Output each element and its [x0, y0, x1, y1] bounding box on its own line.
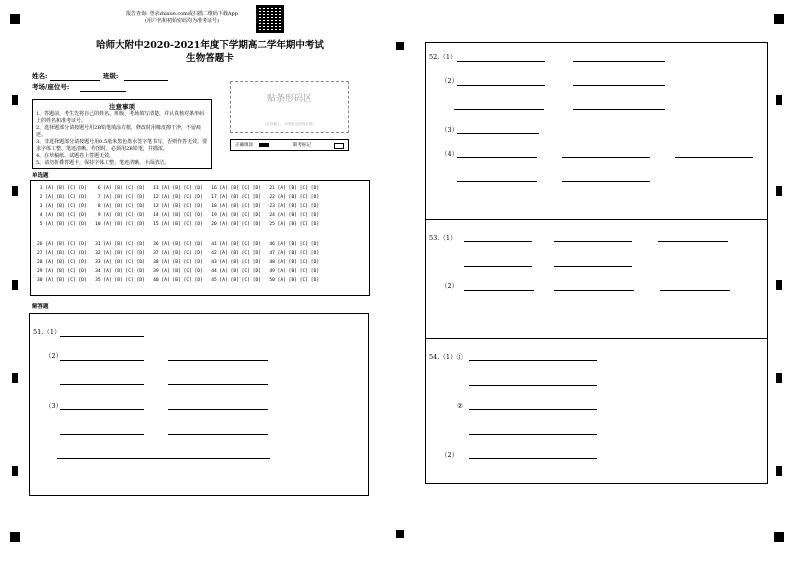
side-mark	[776, 95, 782, 105]
q54-part1b-answer[interactable]	[469, 434, 597, 435]
q54-part1b-answer[interactable]	[469, 409, 597, 410]
mc-section-label: 单选题	[32, 173, 49, 179]
q51-part2-answer[interactable]	[168, 384, 268, 385]
q51-part3-answer[interactable]	[60, 434, 144, 435]
side-mark	[776, 466, 782, 476]
mc-row[interactable]: 4 [A] [B] [C] [D] 9 [A] [B] [C] [D] 14 [A] [B] [C] [D] 19 [A] [B] [C] [D] 24 [A] [B] [C] [D]	[37, 213, 320, 218]
q53-part2-answer[interactable]	[464, 290, 534, 291]
q53-part2-answer[interactable]	[660, 290, 730, 291]
mc-row[interactable]: 30 [A] [B] [C] [D] 35 [A] [B] [C] [D] 40 [A] [B] [C] [D] 45 [A] [B] [C] [D] 50 [A] [B] [C] [D]	[37, 278, 320, 283]
q53-part1-answer[interactable]	[658, 241, 728, 242]
q51-part3-answer[interactable]	[57, 458, 270, 459]
q52-part4-answer[interactable]	[457, 181, 537, 182]
center-mark	[396, 530, 404, 538]
exam-title: 哈师大附中2020-2021年度下学期高二学年期中考试	[96, 40, 324, 51]
q52-part2-answer[interactable]	[454, 109, 544, 110]
notice-item: 3、非选择题部分请按题号用0.5毫米黑色墨水签字笔书写，否则作答无效。要求字体工整、笔迹清晰。作图时，必须用2B铅笔，并描浓。	[36, 139, 208, 152]
mc-grid	[30, 180, 370, 296]
q54-part1b-label: ②	[457, 402, 463, 410]
absent-box-checkbox[interactable]	[334, 143, 344, 149]
corner-mark-tl	[10, 14, 20, 24]
mc-row[interactable]: 27 [A] [B] [C] [D] 32 [A] [B] [C] [D] 37 [A] [B] [C] [D] 42 [A] [B] [C] [D] 47 [A] [B] [C] [D]	[37, 251, 320, 256]
q53-part1-answer[interactable]	[464, 266, 532, 267]
notice-item: 4、在草稿纸、试题卷上答题无效。	[36, 153, 115, 159]
q52-part4-label: （4）	[441, 150, 459, 158]
exam-subtitle: 生物答题卡	[186, 53, 234, 64]
seat-label: 考场/座位号:	[32, 83, 70, 91]
q51-box	[29, 313, 369, 496]
class-label: 班级:	[103, 72, 119, 80]
qr-code-icon	[257, 6, 283, 32]
q51-part2-label: （2）	[45, 352, 63, 360]
q52-part2-answer[interactable]	[573, 85, 665, 86]
name-label: 姓名:	[32, 72, 48, 80]
class-field[interactable]	[124, 80, 168, 81]
mc-row[interactable]: 3 [A] [B] [C] [D] 8 [A] [B] [C] [D] 13 [A] [B] [C] [D] 18 [A] [B] [C] [D] 23 [A] [B] [C] [D]	[37, 204, 320, 209]
name-field[interactable]	[50, 80, 100, 81]
corner-mark-tr	[774, 14, 784, 24]
side-mark	[776, 373, 782, 383]
q52-part1-answer[interactable]	[457, 61, 545, 62]
absent-mark-label: 缺考标记	[293, 143, 311, 148]
q53-part2-label: （2）	[441, 282, 459, 290]
q52-part2-answer[interactable]	[457, 85, 545, 86]
q51-part1-answer[interactable]	[60, 336, 144, 337]
mc-row[interactable]: 28 [A] [B] [C] [D] 33 [A] [B] [C] [D] 38 [A] [B] [C] [D] 43 [A] [B] [C] [D] 48 [A] [B] [C] [D]	[37, 260, 320, 265]
q52-part4-answer[interactable]	[675, 157, 753, 158]
notice-box	[32, 99, 212, 169]
notice-item: 1、答题前，考生先将自己的姓名、班级、考场填写清楚，并认真核对条形码上的姓名和准考证号。	[36, 111, 205, 124]
q54-part1-label: 54.（1）①	[429, 353, 463, 361]
notice-title: 注意事项	[109, 103, 135, 111]
side-mark	[12, 95, 18, 105]
q53-part1-answer[interactable]	[464, 241, 532, 242]
q51-part3-answer[interactable]	[168, 434, 268, 435]
q54-part1-answer[interactable]	[469, 385, 597, 386]
q53-part2-answer[interactable]	[554, 290, 634, 291]
q53-part1-answer[interactable]	[554, 241, 632, 242]
q52-part3-answer[interactable]	[457, 133, 539, 134]
q52-part4-answer[interactable]	[562, 157, 650, 158]
q54-box	[425, 338, 768, 484]
side-mark	[12, 373, 18, 383]
q52-part1-label: 52.（1）	[429, 53, 457, 61]
q52-box	[425, 42, 768, 220]
q53-box	[425, 219, 768, 339]
q51-part2-answer[interactable]	[168, 360, 268, 361]
q52-part4-answer[interactable]	[562, 181, 650, 182]
report-query-note: 报告查询: 登录zhixue.com或扫描二维码下载App (用户名和初始密码均为准考证号)	[126, 11, 238, 24]
side-mark	[12, 466, 18, 476]
q54-part1-answer[interactable]	[469, 360, 597, 361]
q51-part3-label: （3）	[45, 402, 63, 410]
q54-part2-answer[interactable]	[469, 458, 597, 459]
q54-part2-label: （2）	[441, 451, 459, 459]
filled-box-icon	[259, 143, 269, 147]
mc-row[interactable]: 1 [A] [B] [C] [D] 6 [A] [B] [C] [D] 11 [A] [B] [C] [D] 16 [A] [B] [C] [D] 21 [A] [B] [C] [D]	[37, 186, 320, 191]
fill-example-box	[230, 139, 349, 151]
q51-part2-answer[interactable]	[60, 360, 144, 361]
q52-part3-label: （3）	[441, 126, 459, 134]
side-mark	[776, 186, 782, 196]
notice-item: 2、选择题部分请按题号用2B铅笔填涂方框，修改时用橡皮擦干净，不留痕迹。	[36, 125, 202, 138]
corner-mark-bl	[10, 532, 20, 542]
q52-part2-answer[interactable]	[573, 109, 665, 110]
side-mark	[12, 186, 18, 196]
q51-part1-label: 51.（1）	[33, 328, 61, 336]
mc-row[interactable]: 2 [A] [B] [C] [D] 7 [A] [B] [C] [D] 12 [A] [B] [C] [D] 17 [A] [B] [C] [D] 22 [A] [B] [C] [D]	[37, 195, 320, 200]
side-mark	[776, 280, 782, 290]
seat-field[interactable]	[80, 91, 126, 92]
mc-row[interactable]: 5 [A] [B] [C] [D] 10 [A] [B] [C] [D] 15 [A] [B] [C] [D] 20 [A] [B] [C] [D] 25 [A] [B] [C] [D]	[37, 222, 320, 227]
barcode-hint: (正面朝上，切勿贴出虚线方框)	[265, 122, 314, 126]
correct-fill-label: 正确填涂	[235, 143, 253, 148]
q52-part2-label: （2）	[441, 77, 459, 85]
q52-part4-answer[interactable]	[457, 157, 537, 158]
side-mark	[12, 280, 18, 290]
q51-part2-answer[interactable]	[60, 384, 144, 385]
q52-part1-answer[interactable]	[573, 61, 665, 62]
notice-list	[36, 111, 208, 167]
q51-part3-answer[interactable]	[60, 409, 144, 410]
essay-section-label: 解答题	[32, 304, 49, 310]
mc-row[interactable]: 26 [A] [B] [C] [D] 31 [A] [B] [C] [D] 36 [A] [B] [C] [D] 41 [A] [B] [C] [D] 46 [A] [B] [C] [D]	[37, 242, 320, 247]
barcode-title: 贴条形码区	[266, 94, 312, 104]
q51-part3-answer[interactable]	[168, 409, 268, 410]
barcode-area	[230, 81, 349, 133]
mc-row[interactable]: 29 [A] [B] [C] [D] 34 [A] [B] [C] [D] 39 [A] [B] [C] [D] 44 [A] [B] [C] [D] 49 [A] [B] [C] [D]	[37, 269, 320, 274]
notice-item: 5、请勿折叠答题卡，保持字体工整、笔迹清晰、卡面清洁。	[36, 160, 170, 166]
q53-part1-answer[interactable]	[554, 266, 632, 267]
corner-mark-br	[774, 532, 784, 542]
center-mark	[396, 42, 404, 50]
q53-part1-label: 53.（1）	[429, 234, 457, 242]
